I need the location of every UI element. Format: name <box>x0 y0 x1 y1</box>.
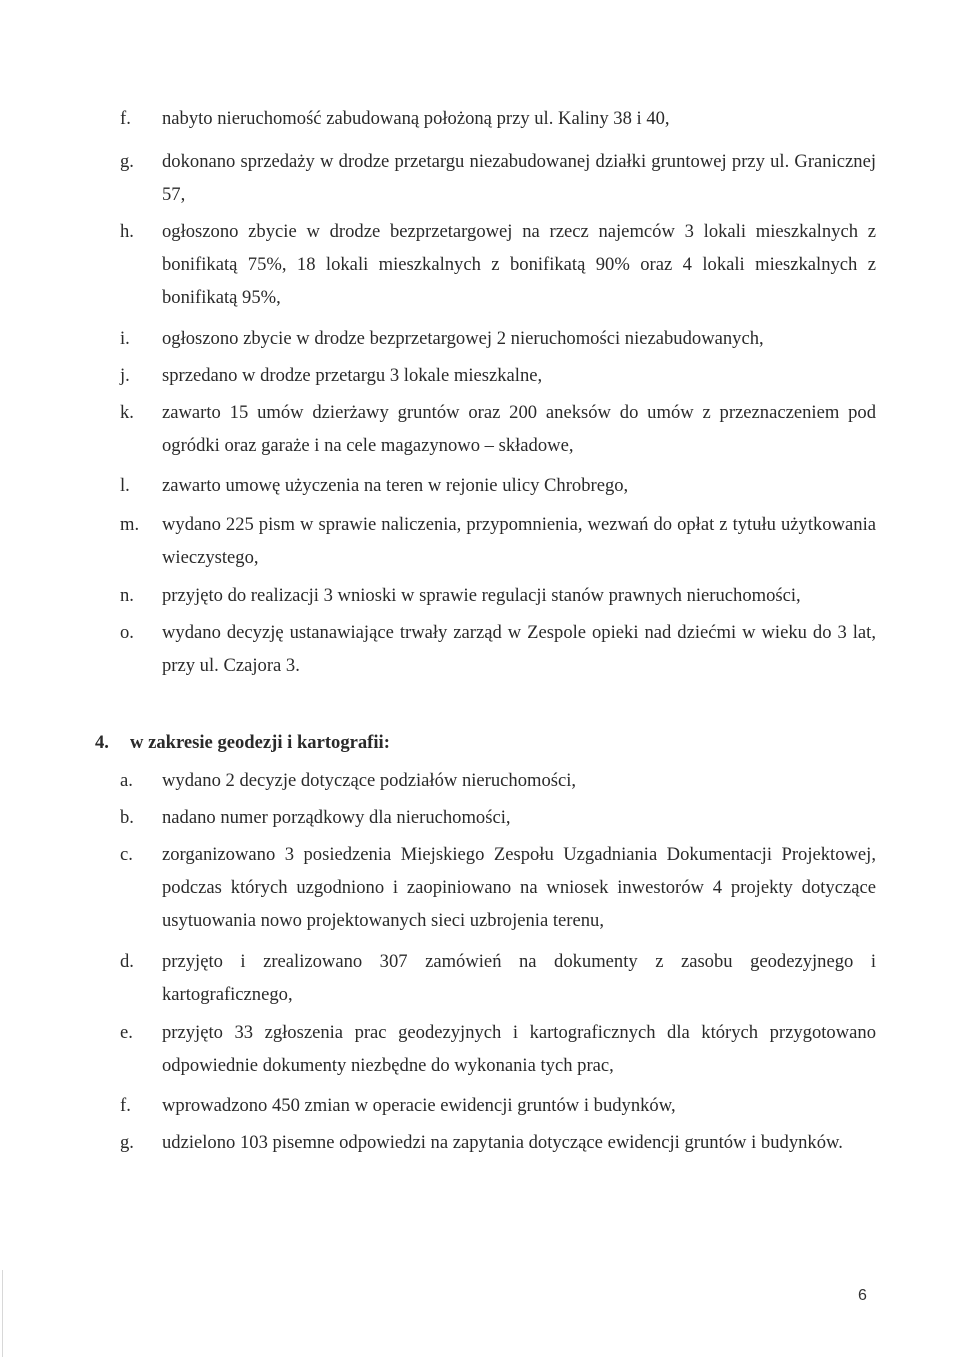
list-marker: n. <box>120 585 134 606</box>
list-marker: k. <box>120 402 134 423</box>
list-item-text: przyjęto 33 zgłoszenia prac geodezyjnych i kartograficznych dla których przygotowano odpowiednie dokumenty niezbędne do wykonania tych prac, <box>162 1022 876 1076</box>
list-marker: h. <box>120 221 134 242</box>
list-item-text: wydano 225 pism w sprawie naliczenia, przypomnienia, wezwań do opłat z tytułu użytkowania wieczystego, <box>162 514 876 568</box>
list-marker: g. <box>120 151 134 172</box>
list-marker: i. <box>120 328 130 349</box>
list-marker: f. <box>120 1095 131 1116</box>
list-item-text: sprzedano w drodze przetargu 3 lokale mieszkalne, <box>162 365 543 386</box>
list-item-text: udzielono 103 pisemne odpowiedzi na zapytania dotyczące ewidencji gruntów i budynków. <box>162 1132 843 1153</box>
list-marker: c. <box>120 844 133 865</box>
list-item-text: wydano decyzję ustanawiające trwały zarząd w Zespole opieki nad dziećmi w wieku do 3 lat, przy ul. Czajora 3. <box>162 622 876 676</box>
list-item-text: zawarto 15 umów dzierżawy gruntów oraz 200 aneksów do umów z przeznaczeniem pod ogródki oraz garaże i na cele magazynowo – składowe, <box>162 402 876 456</box>
list-marker: l. <box>120 475 130 496</box>
list-marker: m. <box>120 514 140 535</box>
list-item-text: nabyto nieruchomość zabudowaną położoną przy ul. Kaliny 38 i 40, <box>162 108 670 129</box>
list-marker: j. <box>120 365 130 386</box>
list-item-text: dokonano sprzedaży w drodze przetargu niezabudowanej działki gruntowej przy ul. Granicznej 57, <box>162 151 876 205</box>
list-item-text: wydano 2 decyzje dotyczące podziałów nieruchomości, <box>162 770 577 791</box>
scan-edge-line <box>2 1270 3 1357</box>
list-item-text: nadano numer porządkowy dla nieruchomości, <box>162 807 511 828</box>
list-item-text: ogłoszono zbycie w drodze bezprzetargowej 2 nieruchomości niezabudowanych, <box>162 328 764 349</box>
list-item-text: przyjęto i zrealizowano 307 zamówień na dokumenty z zasobu geodezyjnego i kartograficznego, <box>162 951 876 1005</box>
page-number: 6 <box>858 1287 867 1304</box>
list-marker: a. <box>120 770 133 791</box>
list-marker: o. <box>120 622 134 643</box>
list-item-text: przyjęto do realizacji 3 wnioski w sprawie regulacji stanów prawnych nieruchomości, <box>162 585 801 606</box>
list-item-text: wprowadzono 450 zmian w operacie ewidencji gruntów i budynków, <box>162 1095 676 1116</box>
list-marker: e. <box>120 1022 133 1043</box>
list-item-text: zawarto umowę użyczenia na teren w rejonie ulicy Chrobrego, <box>162 475 629 496</box>
section-title: w zakresie geodezji i kartografii: <box>130 732 390 753</box>
list-item-text: zorganizowano 3 posiedzenia Miejskiego Zespołu Uzgadniania Dokumentacji Projektowej, podczas których uzgodniono i zaopiniowano na wniosek inwestorów 4 projekty dotyczące usytuowania nowo projektowanych sieci uzbrojenia terenu, <box>162 844 876 931</box>
list-marker: g. <box>120 1132 134 1153</box>
list-item-text: ogłoszono zbycie w drodze bezprzetargowej na rzecz najemców 3 lokali mieszkalnych z bonifikatą 75%, 18 lokali mieszkalnych z bonifikatą 90% oraz 4 lokali mieszkalnych z bonifikatą 95%, <box>162 221 876 308</box>
list-marker: d. <box>120 951 134 972</box>
list-marker: f. <box>120 108 131 129</box>
list-marker: b. <box>120 807 134 828</box>
section-number: 4. <box>95 732 109 753</box>
